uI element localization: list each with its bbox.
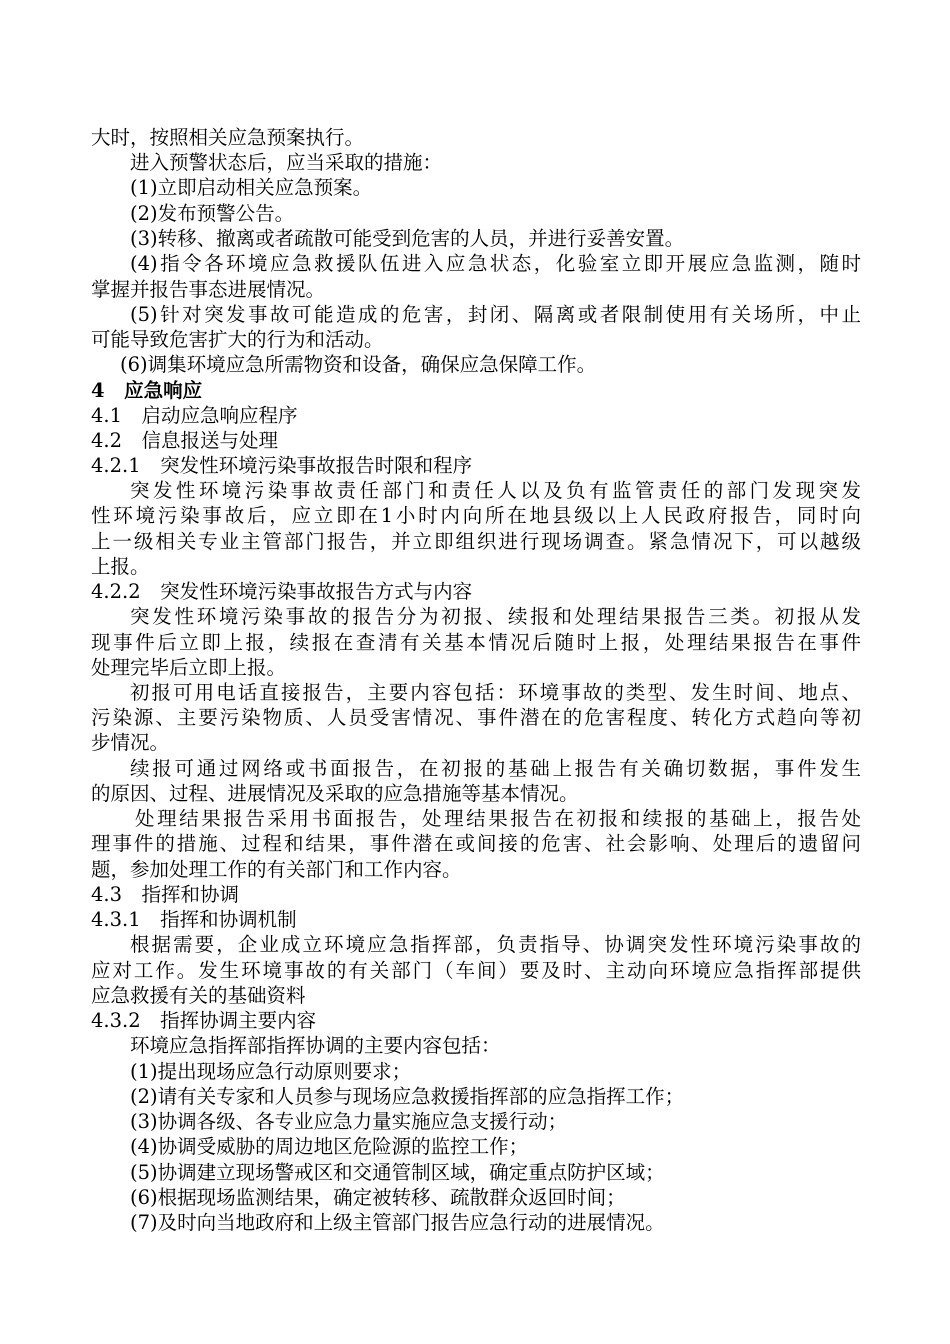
paragraph-line: 处理结果报告采用书面报告，处理结果报告在初报和续报的基础上，报告处 [135, 807, 861, 830]
list-item: (4)指令各环境应急救援队伍进入应急状态，化验室立即开展应急监测，随时 [130, 252, 861, 275]
list-item: (3)协调各级、各专业应急力量实施应急支援行动； [130, 1110, 568, 1133]
text-line: 大时，按照相关应急预案执行。 [91, 126, 365, 149]
list-item: (2)请有关专家和人员参与现场应急救援指挥部的应急指挥工作； [130, 1085, 685, 1108]
paragraph-line: 步情况。 [91, 731, 170, 754]
list-item-continuation: 掌握并报告事态进展情况。 [91, 278, 326, 301]
list-item-continuation: 可能导致危害扩大的行为和活动。 [91, 328, 384, 351]
paragraph-line: 应急救援有关的基础资料 [91, 984, 306, 1007]
paragraph-line: 现事件后立即上报，续报在查清有关基本情况后随时上报，处理结果报告在事件 [91, 631, 861, 654]
list-item: (3)转移、撤离或者疏散可能受到危害的人员，并进行妥善安置。 [130, 227, 685, 250]
paragraph-line: 性环境污染事故后，应立即在1小时内向所在地县级以上人民政府报告，同时向 [91, 504, 861, 527]
paragraph-line: 应对工作。发生环境事故的有关部门（车间）要及时、主动向环境应急指挥部提供 [91, 959, 861, 982]
section-heading: 4 应急响应 [91, 379, 203, 402]
list-item: (4)协调受威胁的周边地区危险源的监控工作； [130, 1135, 529, 1158]
paragraph-line: 进入预警状态后，应当采取的措施： [130, 151, 443, 174]
subsubsection-heading: 4.2.2 突发性环境污染事故报告方式与内容 [91, 580, 473, 603]
paragraph-line: 续报可通过网络或书面报告，在初报的基础上报告有关确切数据，事件发生 [130, 757, 861, 780]
list-item: (1)立即启动相关应急预案。 [130, 176, 373, 199]
paragraph-line: 环境应急指挥部指挥协调的主要内容包括： [130, 1034, 501, 1057]
subsection-heading: 4.2 信息报送与处理 [91, 429, 279, 452]
list-item: (6)根据现场监测结果，确定被转移、疏散群众返回时间； [130, 1186, 626, 1209]
paragraph-line: 题，参加处理工作的有关部门和工作内容。 [91, 858, 462, 881]
paragraph-line: 理事件的措施、过程和结果，事件潜在或间接的危害、社会影响、处理后的遗留问 [91, 832, 861, 855]
paragraph-line: 根据需要，企业成立环境应急指挥部，负责指导、协调突发性环境污染事故的 [130, 933, 861, 956]
paragraph-line: 处理完毕后立即上报。 [91, 656, 287, 679]
subsubsection-heading: 4.2.1 突发性环境污染事故报告时限和程序 [91, 454, 473, 477]
list-item: (7)及时向当地政府和上级主管部门报告应急行动的进展情况。 [130, 1211, 665, 1234]
paragraph-line: 的原因、过程、进展情况及采取的应急措施等基本情况。 [91, 782, 579, 805]
list-item: (5)针对突发事故可能造成的危害，封闭、隔离或者限制使用有关场所，中止 [130, 303, 861, 326]
paragraph-line: 上报。 [91, 555, 150, 578]
list-item: (5)协调建立现场警戒区和交通管制区域，确定重点防护区域； [130, 1161, 665, 1184]
paragraph-line: 突发性环境污染事故责任部门和责任人以及负有监管责任的部门发现突发 [130, 479, 861, 502]
subsection-heading: 4.3 指挥和协调 [91, 883, 240, 906]
paragraph-line: 上一级相关专业主管部门报告，并立即组织进行现场调查。紧急情况下，可以越级 [91, 530, 861, 553]
subsubsection-heading: 4.3.2 指挥协调主要内容 [91, 1009, 317, 1032]
paragraph-line: 污染源、主要污染物质、人员受害情况、事件潜在的危害程度、转化方式趋向等初 [91, 706, 861, 729]
paragraph-line: 初报可用电话直接报告，主要内容包括：环境事故的类型、发生时间、地点、 [130, 681, 861, 704]
list-item: (1)提出现场应急行动原则要求； [130, 1060, 412, 1083]
paragraph-line: 突发性环境污染事故的报告分为初报、续报和处理结果报告三类。初报从发 [130, 605, 861, 628]
subsection-heading: 4.1 启动应急响应程序 [91, 404, 298, 427]
list-item: (6)调集环境应急所需物资和设备，确保应急保障工作。 [120, 353, 597, 376]
subsubsection-heading: 4.3.1 指挥和协调机制 [91, 908, 297, 931]
list-item: (2)发布预警公告。 [130, 202, 295, 225]
